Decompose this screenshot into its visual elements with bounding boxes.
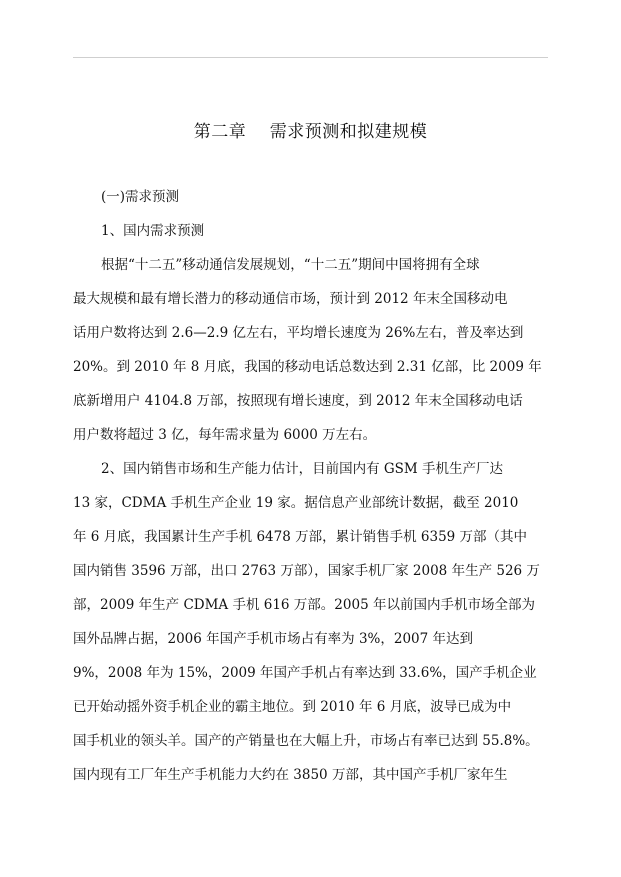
paragraph-line: 用户数将超过 3 亿，每年需求量为 6000 万左右。 xyxy=(73,427,377,443)
paragraph-line: 国内现有工厂年生产手机能力大约在 3850 万部，其中国产手机厂家年生 xyxy=(73,767,508,783)
paragraph-line: 国手机业的领头羊。国产的产销量也在大幅上升，市场占有率已达到 55.8%。 xyxy=(73,733,539,749)
paragraph-line: 根据“十二五”移动通信发展规划，“十二五”期间中国将拥有全球 xyxy=(101,257,480,273)
paragraph-line: 9%，2008 年为 15%，2009 年国产手机占有率达到 33.6%，国产手机企业 xyxy=(73,665,537,681)
paragraph-line: 底新增用户 4104.8 万部，按照现有增长速度，到 2012 年末全国移动电话 xyxy=(73,393,523,409)
paragraph-line: 年 6 月底，我国累计生产手机 6478 万部，累计销售手机 6359 万部（其中 xyxy=(73,529,528,545)
chapter-title: 第二章 需求预测和拟建规模 xyxy=(193,122,428,142)
paragraph-line: 部，2009 年生产 CDMA 手机 616 万部。2005 年以前国内手机市场全部为 xyxy=(73,597,535,613)
paragraph-line: 已开始动摇外资手机企业的霸主地位。到 2010 年 6 月底，波导已成为中 xyxy=(73,699,512,715)
paragraph-line: 话用户数将达到 2.6—2.9 亿左右，平均增长速度为 26%左右，普及率达到 xyxy=(73,325,524,341)
header-rule xyxy=(73,57,548,58)
paragraph-line: 20%。到 2010 年 8 月底，我国的移动电话总数达到 2.31 亿部，比 2009 年 xyxy=(73,359,542,375)
section-heading: (一)需求预测 xyxy=(101,189,180,205)
paragraph-line: 国内销售 3596 万部，出口 2763 万部），国家手机厂家 2008 年生产 526 万 xyxy=(73,563,540,579)
paragraph-line: 13 家，CDMA 手机生产企业 19 家。据信息产业部统计数据，截至 2010 xyxy=(73,495,519,511)
paragraph-line: 国外品牌占据，2006 年国产手机市场占有率为 3%，2007 年达到 xyxy=(73,631,474,647)
paragraph-line: 最大规模和最有增长潜力的移动通信市场，预计到 2012 年末全国移动电 xyxy=(73,291,508,307)
subheading-domestic-demand: 1、国内需求预测 xyxy=(101,223,205,239)
paragraph-line: 2、国内销售市场和生产能力估计，目前国内有 GSM 手机生产厂达 xyxy=(101,461,504,477)
